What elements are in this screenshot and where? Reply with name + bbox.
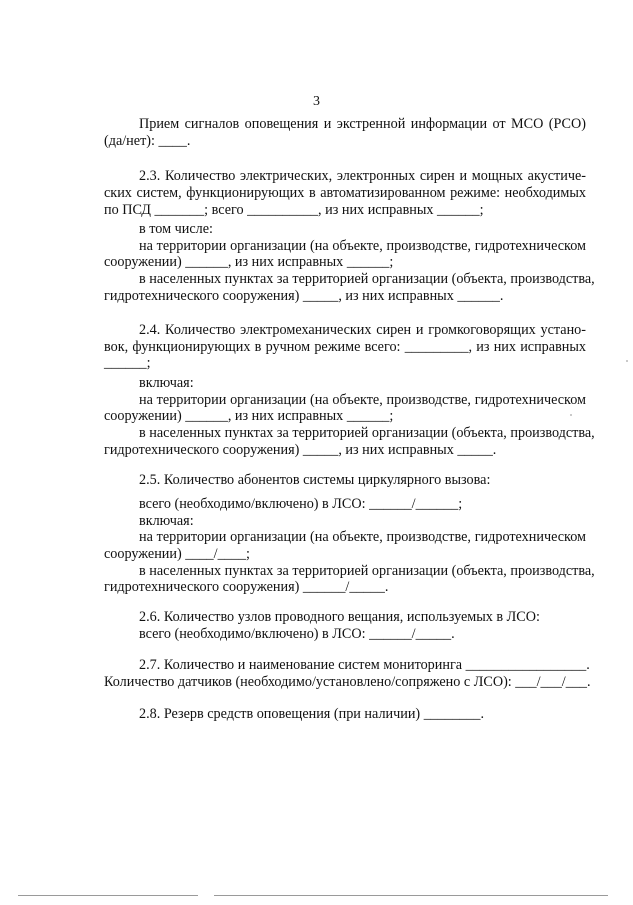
section-2-3-line-3: по ПСД _______; всего __________, из них исправных ______; [104, 202, 484, 218]
scan-speck [570, 414, 572, 416]
section-2-4-line-3: ______; [104, 355, 151, 371]
section-2-7-line-1: 2.7. Количество и наименование систем мониторинга _________________. [139, 657, 590, 673]
section-2-4-line-4: включая: [139, 375, 194, 391]
bottom-rule-right [214, 895, 608, 896]
section-2-3-line-5: на территории организации (на объекте, производстве, гидротехническом [139, 238, 586, 254]
section-2-4-line-1: 2.4. Количество электромеханических сирен и громкоговорящих устано- [139, 322, 586, 338]
section-2-7-line-2: Количество датчиков (необходимо/установлено/сопряжено с ЛСО): ___/___/___. [104, 674, 591, 690]
section-2-8-line-1: 2.8. Резерв средств оповещения (при наличии) ________. [139, 706, 485, 722]
section-2-3-line-8: гидротехнического сооружения) _____, из них исправных ______. [104, 288, 504, 304]
section-2-4-line-6: сооружении) ______, из них исправных ______; [104, 408, 394, 424]
section-2-6-line-1: 2.6. Количество узлов проводного вещания, используемых в ЛСО: [139, 609, 540, 625]
section-2-3-line-6: сооружении) ______, из них исправных ______; [104, 254, 394, 270]
section-2-5-line-7: гидротехнического сооружения) ______/_____. [104, 579, 389, 595]
section-2-3-line-7: в населенных пунктах за территорией организации (объекта, производства, [139, 271, 595, 287]
section-2-4-line-5: на территории организации (на объекте, производстве, гидротехническом [139, 392, 586, 408]
section-2-3-line-2: ских систем, функционирующих в автоматизированном режиме: необходимых [104, 185, 586, 201]
section-2-4-line-7: в населенных пунктах за территорией организации (объекта, производства, [139, 425, 595, 441]
section-2-5-line-2: всего (необходимо/включено) в ЛСО: ______/______; [139, 496, 463, 512]
section-2-5-line-3: включая: [139, 513, 194, 529]
intro-line-2: (да/нет): ____. [104, 133, 191, 149]
section-2-5-line-4: на территории организации (на объекте, производстве, гидротехническом [139, 529, 586, 545]
intro-line-1: Прием сигналов оповещения и экстренной информации от МСО (РСО) [139, 116, 586, 132]
section-2-3-line-1: 2.3. Количество электрических, электронных сирен и мощных акустиче- [139, 168, 586, 184]
bottom-rule-left [18, 895, 198, 896]
section-2-3-line-4: в том числе: [139, 221, 213, 237]
section-2-5-line-5: сооружении) ____/____; [104, 546, 250, 562]
section-2-5-line-1: 2.5. Количество абонентов системы циркулярного вызова: [139, 472, 491, 488]
section-2-4-line-2: вок, функционирующих в ручном режиме всего: _________, из них исправных [104, 339, 586, 355]
section-2-6-line-2: всего (необходимо/включено) в ЛСО: ______/_____. [139, 626, 455, 642]
section-2-5-line-6: в населенных пунктах за территорией организации (объекта, производства, [139, 563, 595, 579]
section-2-4-line-8: гидротехнического сооружения) _____, из них исправных _____. [104, 442, 497, 458]
page-number: 3 [313, 94, 320, 109]
scan-speck [626, 360, 628, 362]
